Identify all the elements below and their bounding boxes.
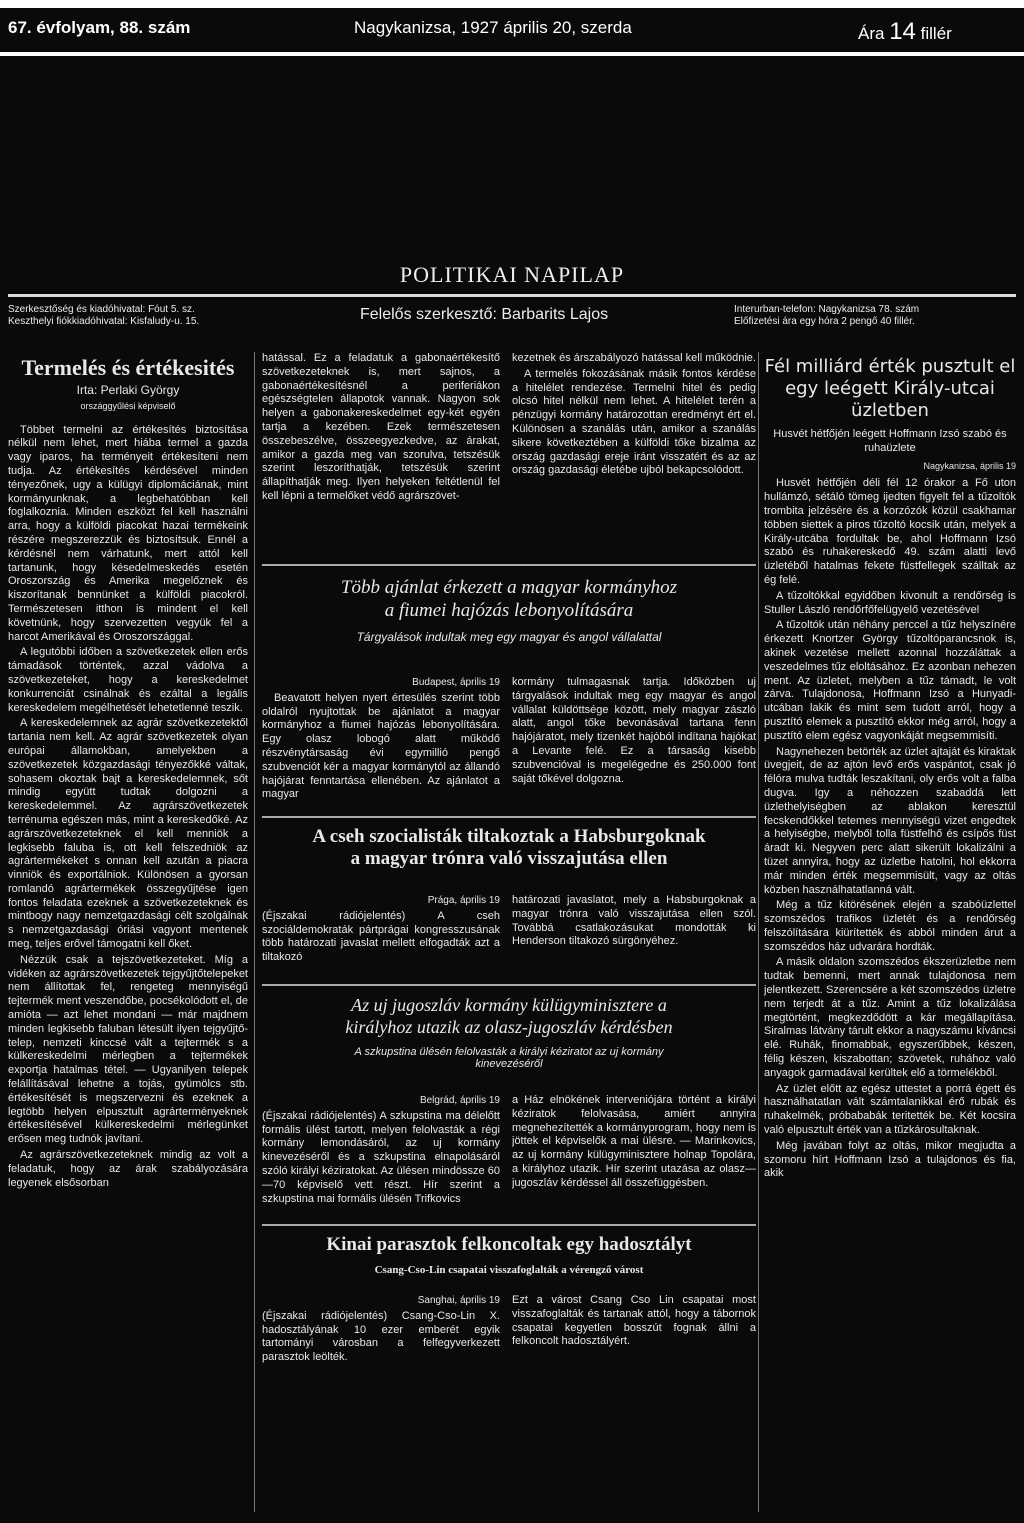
lead-article-continued (262, 352, 500, 552)
column-divider (254, 352, 255, 1512)
lead-article (8, 352, 248, 1517)
yugoslav-title-line-2: királyhoz utazik az olasz-jugoszláv kérdésben (345, 1017, 673, 1037)
editorial-line-1: Szerkesztőség és kiadóhivatal: Fóut 5. sz. (8, 304, 195, 315)
section-rule (262, 564, 756, 566)
fire-article-paragraph: Nagynehezen betörték az üzlet ajtaját és kiraktak üvegjeit, de az ajtón levő erős vaspántot, csak jó félóra mulva tudták leszakítani, oly erős volt a falba dugva. Igy a néhozzen szabaddá lett üzlethelyiségben az ablakon keresztül fecskendőkkel tetemes mennyiségü vizet engedtek a helyiségbe, melyből tolla füstfelhő és csípős füst áradt ki. Negyven perc alatt sikerült lokalizálni a tüzet annyira, hogy az üzletbe hatolni, hol ekkorra már minden érték megsemmisült, vagy az oltás közben használhatatlanná vált. (764, 745, 1016, 896)
fiume-article-header (262, 576, 756, 644)
price-number: 14 (889, 18, 916, 45)
lead-article-paragraph: kezetnek és árszabályozó hatással kell működnie. (512, 352, 756, 364)
newspaper-title: POLITIKAI NAPILAP (399, 262, 625, 287)
section-rule (262, 1224, 756, 1226)
price (858, 18, 952, 46)
fiume-title-line-1: Több ajánlat érkezett a magyar kormányhoz (340, 577, 678, 598)
fiume-article-right (512, 676, 756, 806)
china-article-text: (Éjszakai rádiójelentés) Csang-Cso-Lin X. hadosztályának 10 ezer emberét egyik tartományi városban a felfegyverkezett parasztok leölték. (262, 1309, 500, 1364)
china-article-subtitle: Csang-Cso-Lin csapatai visszafoglalták a vérengző várost (374, 1264, 644, 1276)
yugoslav-subtitle-line-1: A szkupstina ülésén felolvasták a királyi kéziratot az uj kormány (354, 1046, 664, 1058)
lead-article-paragraph: Nézzük csak a tejszövetkezeteket. Míg a vidéken az agrárszövetkezetek tejgyűjtőtelepeket nem állítottak fel, rengeteg mennyiségű tejtermék ment veszendőbe, pocsékolódott el, de amióta — azt lehet mondani — már majdnem minden legkisebb faluban létesült ilyen tejgyűjtő-telep, nemzeti kinccsé vált a tejtermék s a külkereskedelmi mérlegben a tejtermékek exportja hatalmas tétel. — Ugyanilyen telepek felállításával lehetne a tojás, gyümölcs stb. értékesítését is megszervezni és ezeknek a legtöbb helyen elpusztult agrárterményeknek értékesítésével külkereskedelmi mérlegünket erősen meg tudnók javítani. (8, 953, 248, 1146)
fire-article-paragraph: Husvét hétfőjén déli fél 12 órakor a Fő uton hullámzó, sétáló tömeg ijedten figyelt fel a tűzoltók trombita jelzésére és a korzózók közül csakhamar többen siettek a piros tűzoltó kocsik után, melyek a Király-utcába fordultak be, ahol Hoffmann Izsó szabó és ruhakereskedő 49. szám alatti levő üzletéből hatalmas fekete füstfellegek szálltak az ég felé. (764, 477, 1016, 586)
yugoslav-article-text: a Ház elnökének interveniójára történt a királyi kéziratok felolvasása, amiért annyira megnehezítették a kormányprogram, hogy nem is jöttek el képviselők a mai ülésre. — Marinkovics, az uj kormány külügyminisztere holnap Topolára, a királyhoz utazik. Hír szerint utazása az olasz—jugoszláv kérdéssel áll összefüggésben. (512, 1094, 756, 1189)
price-label: Ára (858, 24, 885, 43)
czech-article-header (262, 826, 756, 870)
header-bar (0, 8, 1024, 52)
volume-number: 67. évfolyam, 88. szám (8, 18, 191, 37)
china-article-title: Kinai parasztok felkoncoltak egy hadosztályt (326, 1234, 692, 1255)
fire-article-paragraph: Az üzlet előtt az egész uttestet a porrá égett és használhatatlan vált számtalanikkal érő rubák és ruhakelmék, próbababák teritették be. Két kocsira való elpusztult érték van a tűzkárosultaknak. (764, 1082, 1016, 1137)
fire-article-paragraph: A tűzoltókkal egyidőben kivonult a rendőrség is Stuller László rendőrfőfelügyelő vezetésével (764, 589, 1016, 616)
yugoslav-article-subtitle (262, 1046, 756, 1070)
china-article-header (262, 1234, 756, 1276)
lead-article-title: Termelés és értékesités (21, 355, 235, 380)
fire-article-subtitle: Husvét hétfőjén leégett Hoffmann Izsó szabó és ruhaüzlete (773, 428, 1007, 454)
czech-dateline: Prága, április 19 (427, 895, 500, 906)
czech-title-line-2: a magyar trónra való visszajutása ellen (350, 848, 668, 869)
lead-article-author-role: országgyűlési képviselő (80, 400, 176, 411)
masthead (0, 56, 1024, 346)
china-dateline: Sanghai, április 19 (417, 1295, 500, 1306)
fire-article-paragraph: A tűzoltók után néhány perccel a tűz helyszínére érkezett Knortzer György tűzoltóparancsnok is, akinek vezetése mellett azonnal hozzáláttak a veszedelmes tűz eloltásához. Ez azonban nehezen ment. Az üzletet, melyben a tűz támadt, le volt zárva. Tulajdonosa, Hoffmann Izsó a Hunyadi-utcában lakik és mint sem tudott arról, hogy a pusztító elemek a pusztító ekkor még arról, hogy a pusztító elem egész vagyonkáját megsemmisíti. (764, 619, 1016, 742)
yugoslav-dateline: Belgrád, április 19 (419, 1095, 500, 1106)
yugoslav-article-left (262, 1094, 500, 1214)
lead-article-paragraph: A legutóbbi időben a szövetkezetek ellen erős támadások történtek, azzal vádolva a szövetkezeteket, hogy a kereskedelmet konkurrenciát csinálnak és ezáltal a legális kereskedelem megélhetését lehetetlenné teszik. (8, 646, 248, 714)
czech-article-text: határozati javaslatot, mely a Habsburgoknak a magyar trónra való visszajutása ellen szól. Továbbá csatlakozásukat mondották ki Henderson tiltakozó sürgönyéhez. (512, 894, 756, 948)
fiume-article-text: kormány tulmagasnak tartja. Időközben uj tárgyalások indultak meg egy magyar és angol vállalat küldöttsége között, mely magyar zászló alatt, angol tőke bevonásával tartana fenn hajójáratot, mely tizenkét hajóból indítana hajókat a Levante felé. Ez a társaság kisebb szubvencióval is megelégedne és 250.000 font saját tőkével dolgozna. (512, 676, 756, 785)
yugoslav-article-header (262, 994, 756, 1070)
fire-article-paragraph: A másik oldalon szomszédos ékszerüzletbe nem tudtak bemenni, mert annak tulajdonosa nem jelentkezett. Szerencsére a két szomszédos üzletre nem terjedt át a tűz. Amint a tűz lokalizálása megtörtént, megkezdődött a kár megállapítása. Siralmas látvány tárult ekkor a nagyszámu kíváncsi elé. Ruhák, finomabbak, egyszerűbbek, készen, félig készen, kiszabottan; szövetek, ruhához való anyagok garmadával kerültek elő a törmelékből. (764, 956, 1016, 1079)
china-article-left (262, 1294, 500, 1384)
subscription-line: Előfizetési ára egy hóra 2 pengő 40 fillér. (734, 316, 915, 327)
yugoslav-article-right (512, 1094, 756, 1214)
section-rule (262, 816, 756, 818)
section-rule (262, 984, 756, 986)
editor-line: Felelős szerkesztő: Barbarits Lajos (360, 306, 609, 323)
city-date: Nagykanizsa, 1927 április 20, szerda (354, 18, 632, 37)
lead-article-byline: Irta: Perlaki György (76, 383, 180, 397)
china-article-text: Ezt a várost Csang Cso Lin csapatai most visszafoglalták és tartanak attól, hogy a tábornok csapatai kegyetlen bosszút fognak állni a felkoncolt hadosztályért. (512, 1294, 756, 1348)
lead-article-paragraph: hatással. Ez a feladatuk a gabonaértékesítő szövetkezeteknek is, mert sajnos, a gabonaértékesítésnél a periferiákon egészségtelen állapotok vannak. Nagyon sok helyen a gabonakereskedelmet egy-két egyén tartja a kezében. Ezek természetesen összebeszélve, összeegyezkedve, az árakat, amikor a gazda meg van szorulva, tetszésük szerint leszoríthatják, tetszésük szerint állapíthatják meg. Ilyen helyeken feltétlenül fel kell lépni a termelőket védő agrárszövet- (262, 352, 500, 502)
lead-article-paragraph: A kereskedelemnek az agrár szövetkezetektől tartania nem kell. Az agrár szövetkezetek olyan európai államokban, amelyekben a szövetkezetek közgazdasági tényezőkké váltak, sohasem okoztak bajt a kereskedelemnek, sőt mindig együtt tudtak dolgozni a kereskedelemmel. Az agrárszövetkezetek terrénuma egészen más, mint a kereskedőké. Az agrárszövetkezeteknek el kell menniök a legkisebb faluba is, ott kell felszedniök az agrártermékeket s onnan kell azután a piacra vinniök és exportálniok. Különösen a gyorsan romlandó agrártermékek összegyűjtése igen fontos feladata ezeknek a szövetkezeteknek és mintbogy nagy nemzetgazdasági célt szolgálnak s nemzetgazdasági óriási vagyont mentenek meg, teljes erővel támogatni kell őket. (8, 717, 248, 951)
lead-article-paragraph: Az agrárszövetkezeteknek mindig az volt a feladatuk, hogy az árak szabályozására legyenek elsősorban (8, 1149, 248, 1189)
fiume-title-line-2: a fiumei hajózás lebonyolítására (384, 600, 634, 621)
lead-article-paragraph: Többet termelni az értékesítés biztosítása nélkül nem lehet, mert hiába termel a gazda vagy iparos, ha terményeit értékesíteni nem tudja. Az értékesítés kérdésével minden tényezőnek, ugy a külügyi diplomáciának, mint kormányunknak, a legbehatóbban kell foglalkoznia. Minden eszközt fel kell használni arra, hogy a külföldi piacokat hazai termékeink részére megszerezzük és biztosítsuk. Ennél a kérdésnél nem várhatunk, mert attól kell tartanunk, hogy késedelmeskedés esetén Oroszország és Amerika megelőznek és kiszorítanak bennünket a külföldi piacokról. Természetesen itthon is mindent el kell követnünk, hogy szervezetten vegyük fel a harcot Amerikával és Oroszországgal. (8, 423, 248, 643)
czech-article-title (262, 826, 756, 870)
page-body (0, 346, 1024, 1523)
column-divider (758, 352, 759, 1512)
lead-article-paragraph: A termelés fokozásának másik fontos kérdése a hitelélet rendezése. Termelni hitel és pedig olcsó hitel nélkül nem lehet. A hitelélet terén a pénzügyi kormány határozottan eredményt ért el. Különösen a szanálás után, amikor a szanálás sikere következtében a külföldi tőke bizalma az ország gazdasági ereje iránt visszatért és az az ország gazdasági életébe ujból bekapcsolódott. (512, 367, 756, 477)
czech-article-right (512, 894, 756, 974)
fiume-article-subtitle: Tárgyalások indultak meg egy magyar és angol vállalattal (356, 630, 662, 644)
fire-dateline: Nagykanizsa, április 19 (923, 460, 1016, 471)
fire-article-title: Fél milliárd érték pusztult el egy leégett Király-utcai üzletben (764, 356, 1016, 421)
yugoslav-article-title (262, 994, 756, 1038)
czech-article-text: (Éjszakai rádiójelentés) A cseh szociáldemokraták pártprágai kongresszusának több határozati javaslat mellett elfogadták azt a tiltakozó (262, 909, 500, 964)
price-unit: fillér (920, 24, 952, 43)
editorial-line-2: Keszthelyi fiókkiadóhivatal: Kisfaludy-u. 15. (8, 316, 200, 327)
contact-info (734, 304, 919, 328)
yugoslav-article-text: (Éjszakai rádiójelentés) A szkupstina ma délelőtt formális ülést tartott, melyen felolvasták a régi kormány lemondásáról, az uj kormány kinevezéséről és a szkupstina elnapolásáról szóló királyi kéziratokat. Az ülésen mindössze 60—70 képviselő vett részt. Hír szerint a szkupstina mai formális ülésén Trifkovics (262, 1109, 500, 1205)
yugoslav-subtitle-line-2: kinevezéséről (475, 1058, 543, 1070)
fiume-article-text: Beavatott helyen nyert értesülés szerint több oldalról nyujtottak be ajánlatot a magyar kormányhoz a fiumei hajózás lebonyolítására. Egy olasz lobogó alatt működő részvénytársaság évi egymillió pengő szubvenciót kér a magyar kormánytól az állandó hajójárat fenntartása ellenében. Az ajánlatot a magyar (262, 691, 500, 801)
czech-title-line-1: A cseh szocialisták tiltakoztak a Habsburgoknak (312, 826, 706, 847)
fiume-article-title (262, 576, 756, 622)
masthead-rule (8, 294, 1016, 297)
editorial-address (8, 304, 199, 328)
fire-article (764, 352, 1016, 1517)
lead-article-continued (512, 352, 756, 552)
fiume-dateline: Budapest, április 19 (412, 677, 500, 688)
phone-line: Interurban-telefon: Nagykanizsa 78. szám (734, 304, 920, 315)
yugoslav-title-line-1: Az uj jugoszláv kormány külügyminisztere a (351, 995, 667, 1015)
fire-article-paragraph: Még javában folyt az oltás, mikor megjudta a szomoru hírt Hoffmann Izsó a tulajdonos és fia, akik (764, 1139, 1016, 1180)
fiume-article-left (262, 676, 500, 806)
china-article-right (512, 1294, 756, 1384)
czech-article-left (262, 894, 500, 974)
fire-article-paragraph: Még a tűz kitörésének elején a szabóüzlettel szomszédos trafikos üzletét és a rendőrség felszólítására kiürítették és abból minden árut a szomszédos ház udvarára hordták. (764, 899, 1016, 953)
